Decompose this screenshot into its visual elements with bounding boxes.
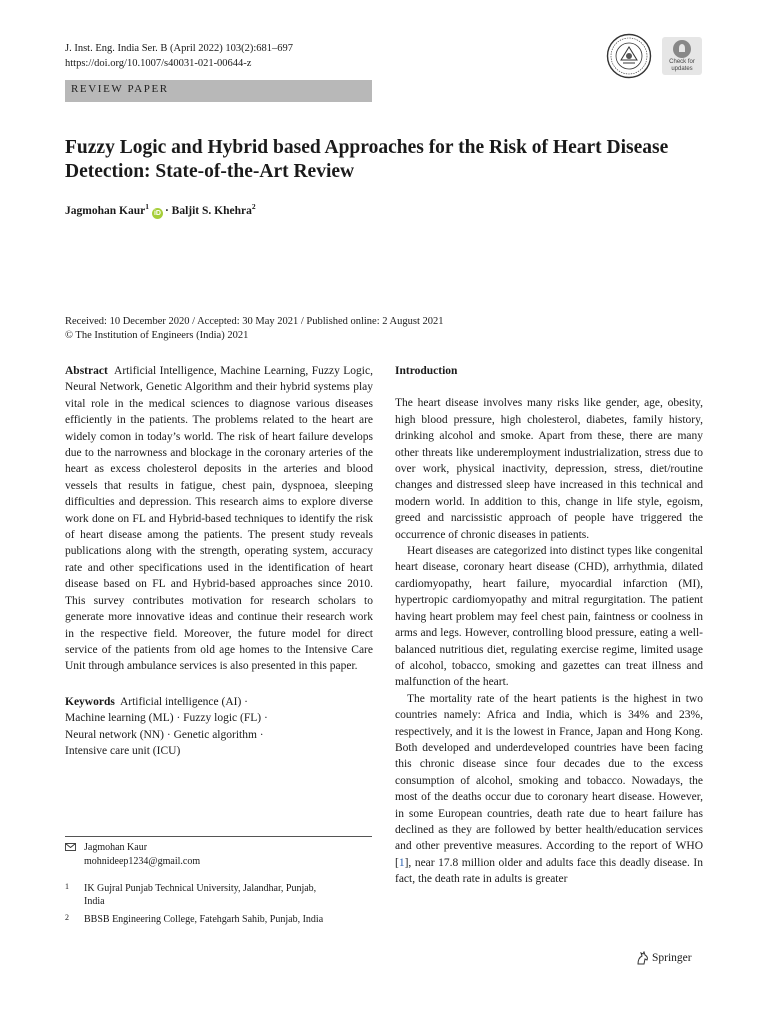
publisher-logo: [636, 951, 692, 965]
dates: Received: 10 December 2020 / Accepted: 30 May 2021 / Published online: 2 August 2021: [65, 316, 444, 327]
abstract-text: Artificial Intelligence, Machine Learning, Fuzzy Logic, Neural Network, Genetic Algorithm and their hybrid systems play vital role in the medical sciences to diagnose various diseases efficiently in the patients. The problems related to the heart are widely comon in today’s world. The risk of heart failure develops due to the narrowness and blockage in the coronary arteries of the heart as excess cholesterol deposits in the arteries and blood vessels that results in fatigue, chest pain, dyspnoea, sleeping difficulties and depression. This research aims to explore diverse work done on FL and Hybrid-based techniques to identify the risk of heart disease among the patients. The present study reveals publications along with the strength, operating system, accuracy rate and other specifications used in the identification of heart disease based on FL and Hybrid-based approaches since 2010. This survey contributes motivation for research scholars to generate more innovative ideas and continue their research work in the respective field. Moreover, the future model for direct service of the patients from old age homes to the Intensive Care Unit through ambulance services is also presented in this paper.: [65, 365, 373, 673]
institution-seal-icon: [606, 33, 652, 79]
intro-paragraph: The heart disease involves many risks like gender, age, obesity, high blood pressure, high cholesterol, diabetes, family history, drinking alcohol and smoke. Apart from these, there are many other threats like underemployment industrialization, stress due to over work, physical inactivity, depression, stress, diet/routine changes and distressed sleep have increased in this technical and modern world. In addition to this, change in life style, egoism, greed and narcissistic approach of people have triggered the occurrence of chronic diseases in patients.: [395, 397, 703, 541]
email-link[interactable]: mohnideep1234@gmail.com: [84, 856, 201, 867]
left-column: [65, 363, 373, 759]
right-column: [395, 363, 703, 888]
affiliation-1: [84, 882, 316, 908]
author-separator: ·: [164, 204, 169, 217]
author-name[interactable]: Jagmohan Kaur: [65, 204, 146, 217]
publisher-name: Springer: [652, 952, 692, 964]
author-list: [65, 202, 256, 219]
keyword-line: Machine learning (ML) · Fuzzy logic (FL) ·: [65, 712, 268, 725]
publication-history: [65, 315, 444, 342]
orcid-icon[interactable]: iD: [153, 209, 161, 217]
abstract-heading: Abstract: [65, 365, 108, 377]
updates-label: updates: [671, 66, 693, 72]
intro-paragraph: [395, 691, 703, 888]
intro-text: ], near 17.8 million older and adults face this deadly disease. In fact, the death rate in adults is greater: [395, 856, 703, 886]
doi-link[interactable]: https://doi.org/10.1007/s40031-021-00644-z: [65, 58, 252, 69]
article-type-banner: [65, 80, 372, 102]
copyright: © The Institution of Engineers (India) 2021: [65, 329, 249, 341]
bookmark-icon: [673, 40, 691, 58]
corresponding-author: Jagmohan Kaur: [84, 842, 148, 853]
intro-paragraph: Heart diseases are categorized into distinct types like congenital heart disease, coronary heart disease (CHD), arrhythmia, dilated cardiomyopathy, heart failure, myocardial infarction (MI), hypertropic cardiomyopathy and mitral regurgitation. The patient having heart problem may feel chest pain, faintness or coolness in arms and legs. However, controlling blood pressure, eating a well-balanced nutritious diet, regulating exercise regime, limited usage of alcohol, tobacco, smoking and gazettes can treat illness and malfunction of the heart.: [395, 545, 703, 689]
keywords: [65, 694, 373, 760]
affiliation-number: 1: [65, 882, 69, 891]
affiliation-marker: 2: [251, 202, 256, 211]
envelope-icon: [65, 843, 76, 851]
intro-text: The mortality rate of the heart patients is the highest in two countries namely: Africa and India, which is 34% and 23%, respectively, and it is the lowest in France, Japan and Hong Kong. Both developed and underdeveloped countries have been facing this chronic disease since four decades due to the excess consumption of alcohol, smoking and tobacco. Nowadays, the most of the deaths occur due to coronary heart disease. However, in some European countries, death rate due to heart failure has declined as they are followed by better health/education services and other preventive measures. According to the report of WHO [: [395, 692, 703, 869]
check-for-updates-badge[interactable]: [662, 37, 702, 75]
paper-title: Fuzzy Logic and Hybrid based Approaches for the Risk of Heart Disease Detection: State-of-the-Art Review: [65, 137, 669, 182]
affiliation-1-line: India: [84, 896, 105, 907]
affiliation-marker: 1: [145, 202, 149, 211]
affiliation-2: BBSB Engineering College, Fatehgarh Sahib, Punjab, India: [84, 914, 324, 925]
citation-link[interactable]: 1: [398, 856, 405, 869]
keyword-line: Neural network (NN) · Genetic algorithm ·: [65, 728, 264, 741]
affiliation-number: 2: [65, 913, 69, 922]
article-type: REVIEW PAPER: [71, 83, 169, 95]
keywords-heading: Keywords: [65, 695, 115, 708]
check-for-label: Check for: [669, 59, 695, 65]
keyword-line: Artificial intelligence (AI) ·: [119, 695, 249, 708]
introduction-heading: Introduction: [395, 365, 458, 377]
footnote-divider: [65, 836, 372, 837]
author-name[interactable]: Baljit S. Khehra: [171, 204, 252, 217]
affiliation-1-line: IK Gujral Punjab Technical University, Jalandhar, Punjab,: [84, 883, 317, 894]
journal-header: [65, 41, 293, 71]
journal-citation: J. Inst. Eng. India Ser. B (April 2022) 103(2):681–697: [65, 43, 294, 54]
keyword-line: Intensive care unit (ICU): [65, 744, 181, 757]
abstract: [65, 363, 373, 675]
springer-horse-icon: [636, 951, 649, 965]
